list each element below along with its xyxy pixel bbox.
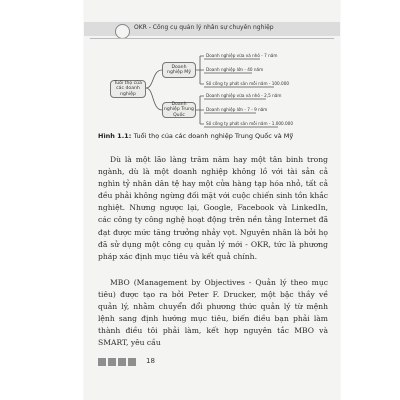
diagram-leaf: Doanh nghiệp vừa và nhỏ - 7 năm <box>206 53 278 58</box>
book-page <box>84 0 340 400</box>
page-number: 18 <box>146 357 155 365</box>
mind-map-diagram <box>84 50 340 130</box>
page-header <box>84 22 340 44</box>
header-divider <box>90 38 334 39</box>
footer-square-icon <box>108 358 116 366</box>
connector-us-leaves <box>196 56 204 84</box>
diagram-leaf: Số công ty phát sản mỗi năm - 100.000 <box>206 81 290 86</box>
connector-cn-leaves <box>196 96 204 124</box>
header-title: OKR - Công cụ quản lý nhân sự chuyên nghiệp <box>134 24 274 31</box>
figure-caption-text: Tuổi thọ của các doanh nghiệp Trung Quốc và Mỹ <box>133 132 294 140</box>
figure-caption <box>98 132 293 140</box>
figure-caption-label: Hình 1.1: <box>98 132 132 140</box>
connector-root-us <box>146 70 162 88</box>
body-paragraph: Dù là một lão làng trăm năm hay một tân binh trong ngành, dù là một doanh nghiệp không lồ với tài sản cả nghìn tỷ nhân dân tệ hay một cửa hàng tạp hóa nhỏ, tất cả đều phải không ngừng đối mặt với cuộc chiến sinh tồn khắc nghiệt. Nhưng ngược lại, Google, Facebook và LinkedIn, các công ty công nghệ hoạt động trên nền tảng Internet đã đạt được mức tăng trưởng nhảy vọt. Nguyên nhân là bởi họ đã sử dụng một công cụ quản lý mới - OKR, tức là phương pháp xác định mục tiêu và kết quả chính. <box>98 155 328 261</box>
footer-square-icon <box>128 358 136 366</box>
diagram-leaf: Doanh nghiệp lớn - 7 - 9 năm <box>206 107 268 112</box>
footer-square-icon <box>98 358 106 366</box>
diagram-root-node: Tuổi thọ của các doanh nghiệp <box>110 80 146 98</box>
header-circle-icon <box>115 24 130 39</box>
diagram-branch-us: Doanh nghiệp Mỹ <box>162 62 196 78</box>
footer-square-icon <box>118 358 126 366</box>
diagram-leaf: Doanh nghiệp lớn - 40 năm <box>206 67 264 72</box>
page-footer <box>84 356 340 372</box>
diagram-leaf: Doanh nghiệp vừa và nhỏ - 2,5 năm <box>206 93 282 98</box>
diagram-branch-china: Doanh nghiệp Trung Quốc <box>162 102 196 118</box>
connector-root-cn <box>146 88 162 110</box>
body-paragraph: MBO (Management by Objectives - Quản lý theo mục tiêu) được tạo ra bởi Peter F. Drucker, một bậc thầy về quản lý, nhằm chuyển đổi phương thức quản lý từ mệnh lệnh sang định hướng mục tiêu, biến điều bạn phải làm thành điều tôi phải làm, kết hợp nguyên tắc MBO và SMART, yêu cầu <box>98 278 328 348</box>
diagram-leaf: Số công ty phát sản mỗi năm - 1.000.000 <box>206 121 294 126</box>
